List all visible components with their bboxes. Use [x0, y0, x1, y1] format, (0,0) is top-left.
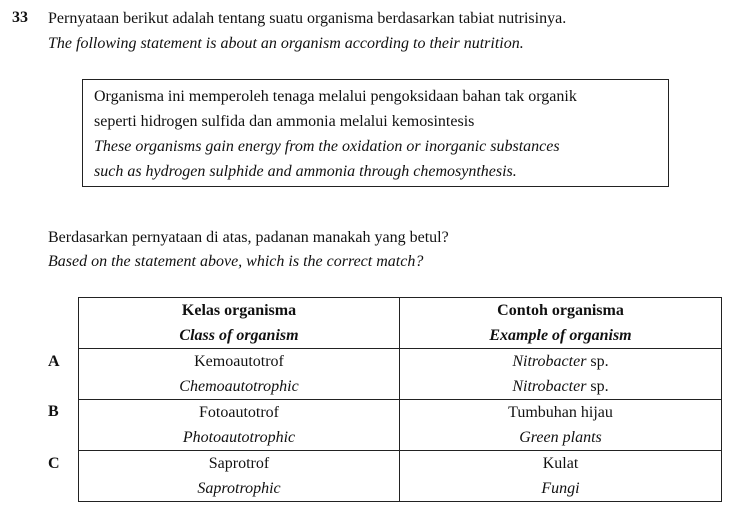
option-c-class-english: Saprotrophic	[79, 476, 400, 502]
option-c-class-malay: Saprotrof	[79, 451, 400, 477]
option-b-row[interactable]	[79, 400, 722, 426]
prompt-malay: Berdasarkan pernyataan di atas, padanan manakah yang betul?	[48, 229, 449, 246]
option-a-example-english	[400, 374, 722, 400]
header-class-english: Class of organism	[79, 323, 400, 349]
option-c-row[interactable]	[79, 451, 722, 477]
option-b-row-english[interactable]	[79, 425, 722, 451]
option-a-example-genus-english: Nitrobacter	[512, 378, 587, 395]
option-a-example-malay	[400, 349, 722, 375]
question-number: 33	[12, 9, 28, 26]
option-c-row-english[interactable]	[79, 476, 722, 502]
question-stem-english: The following statement is about an organism according to their nutrition.	[48, 35, 524, 52]
header-example-malay: Contoh organisma	[400, 298, 722, 324]
option-a-class-malay: Kemoautotrof	[79, 349, 400, 375]
table-header-row-english	[79, 323, 722, 349]
prompt-english: Based on the statement above, which is the correct match?	[48, 253, 424, 270]
statement-english-line-1: These organisms gain energy from the oxidation or inorganic substances	[94, 138, 560, 155]
statement-malay-line-1: Organisma ini memperoleh tenaga melalui pengoksidaan bahan tak organik	[94, 88, 577, 105]
statement-malay-line-2: seperti hidrogen sulfida dan ammonia melalui kemosintesis	[94, 113, 475, 130]
option-c-example-english: Fungi	[400, 476, 722, 502]
option-a-example-suffix-english: sp.	[586, 378, 609, 395]
header-class-malay: Kelas organisma	[79, 298, 400, 324]
header-example-english: Example of organism	[400, 323, 722, 349]
option-a-row[interactable]	[79, 349, 722, 375]
option-b-class-english: Photoautotrophic	[79, 425, 400, 451]
option-b-example-english: Green plants	[400, 425, 722, 451]
option-b-example-malay: Tumbuhan hijau	[400, 400, 722, 426]
statement-box	[82, 79, 669, 187]
option-c-example-malay: Kulat	[400, 451, 722, 477]
table-header-row	[79, 298, 722, 324]
option-letter-b[interactable]: B	[48, 403, 59, 420]
option-a-class-english: Chemoautotrophic	[79, 374, 400, 400]
question-stem-malay: Pernyataan berikut adalah tentang suatu organisma berdasarkan tabiat nutrisinya.	[48, 10, 567, 27]
option-letter-c[interactable]: C	[48, 455, 60, 472]
statement-english-line-2: such as hydrogen sulphide and ammonia through chemosynthesis.	[94, 163, 517, 180]
option-a-row-english[interactable]	[79, 374, 722, 400]
option-a-example-suffix: sp.	[586, 353, 609, 370]
option-a-example-genus: Nitrobacter	[512, 353, 587, 370]
option-b-class-malay: Fotoautotrof	[79, 400, 400, 426]
answer-options-table	[78, 297, 722, 502]
option-letter-a[interactable]: A	[48, 353, 60, 370]
